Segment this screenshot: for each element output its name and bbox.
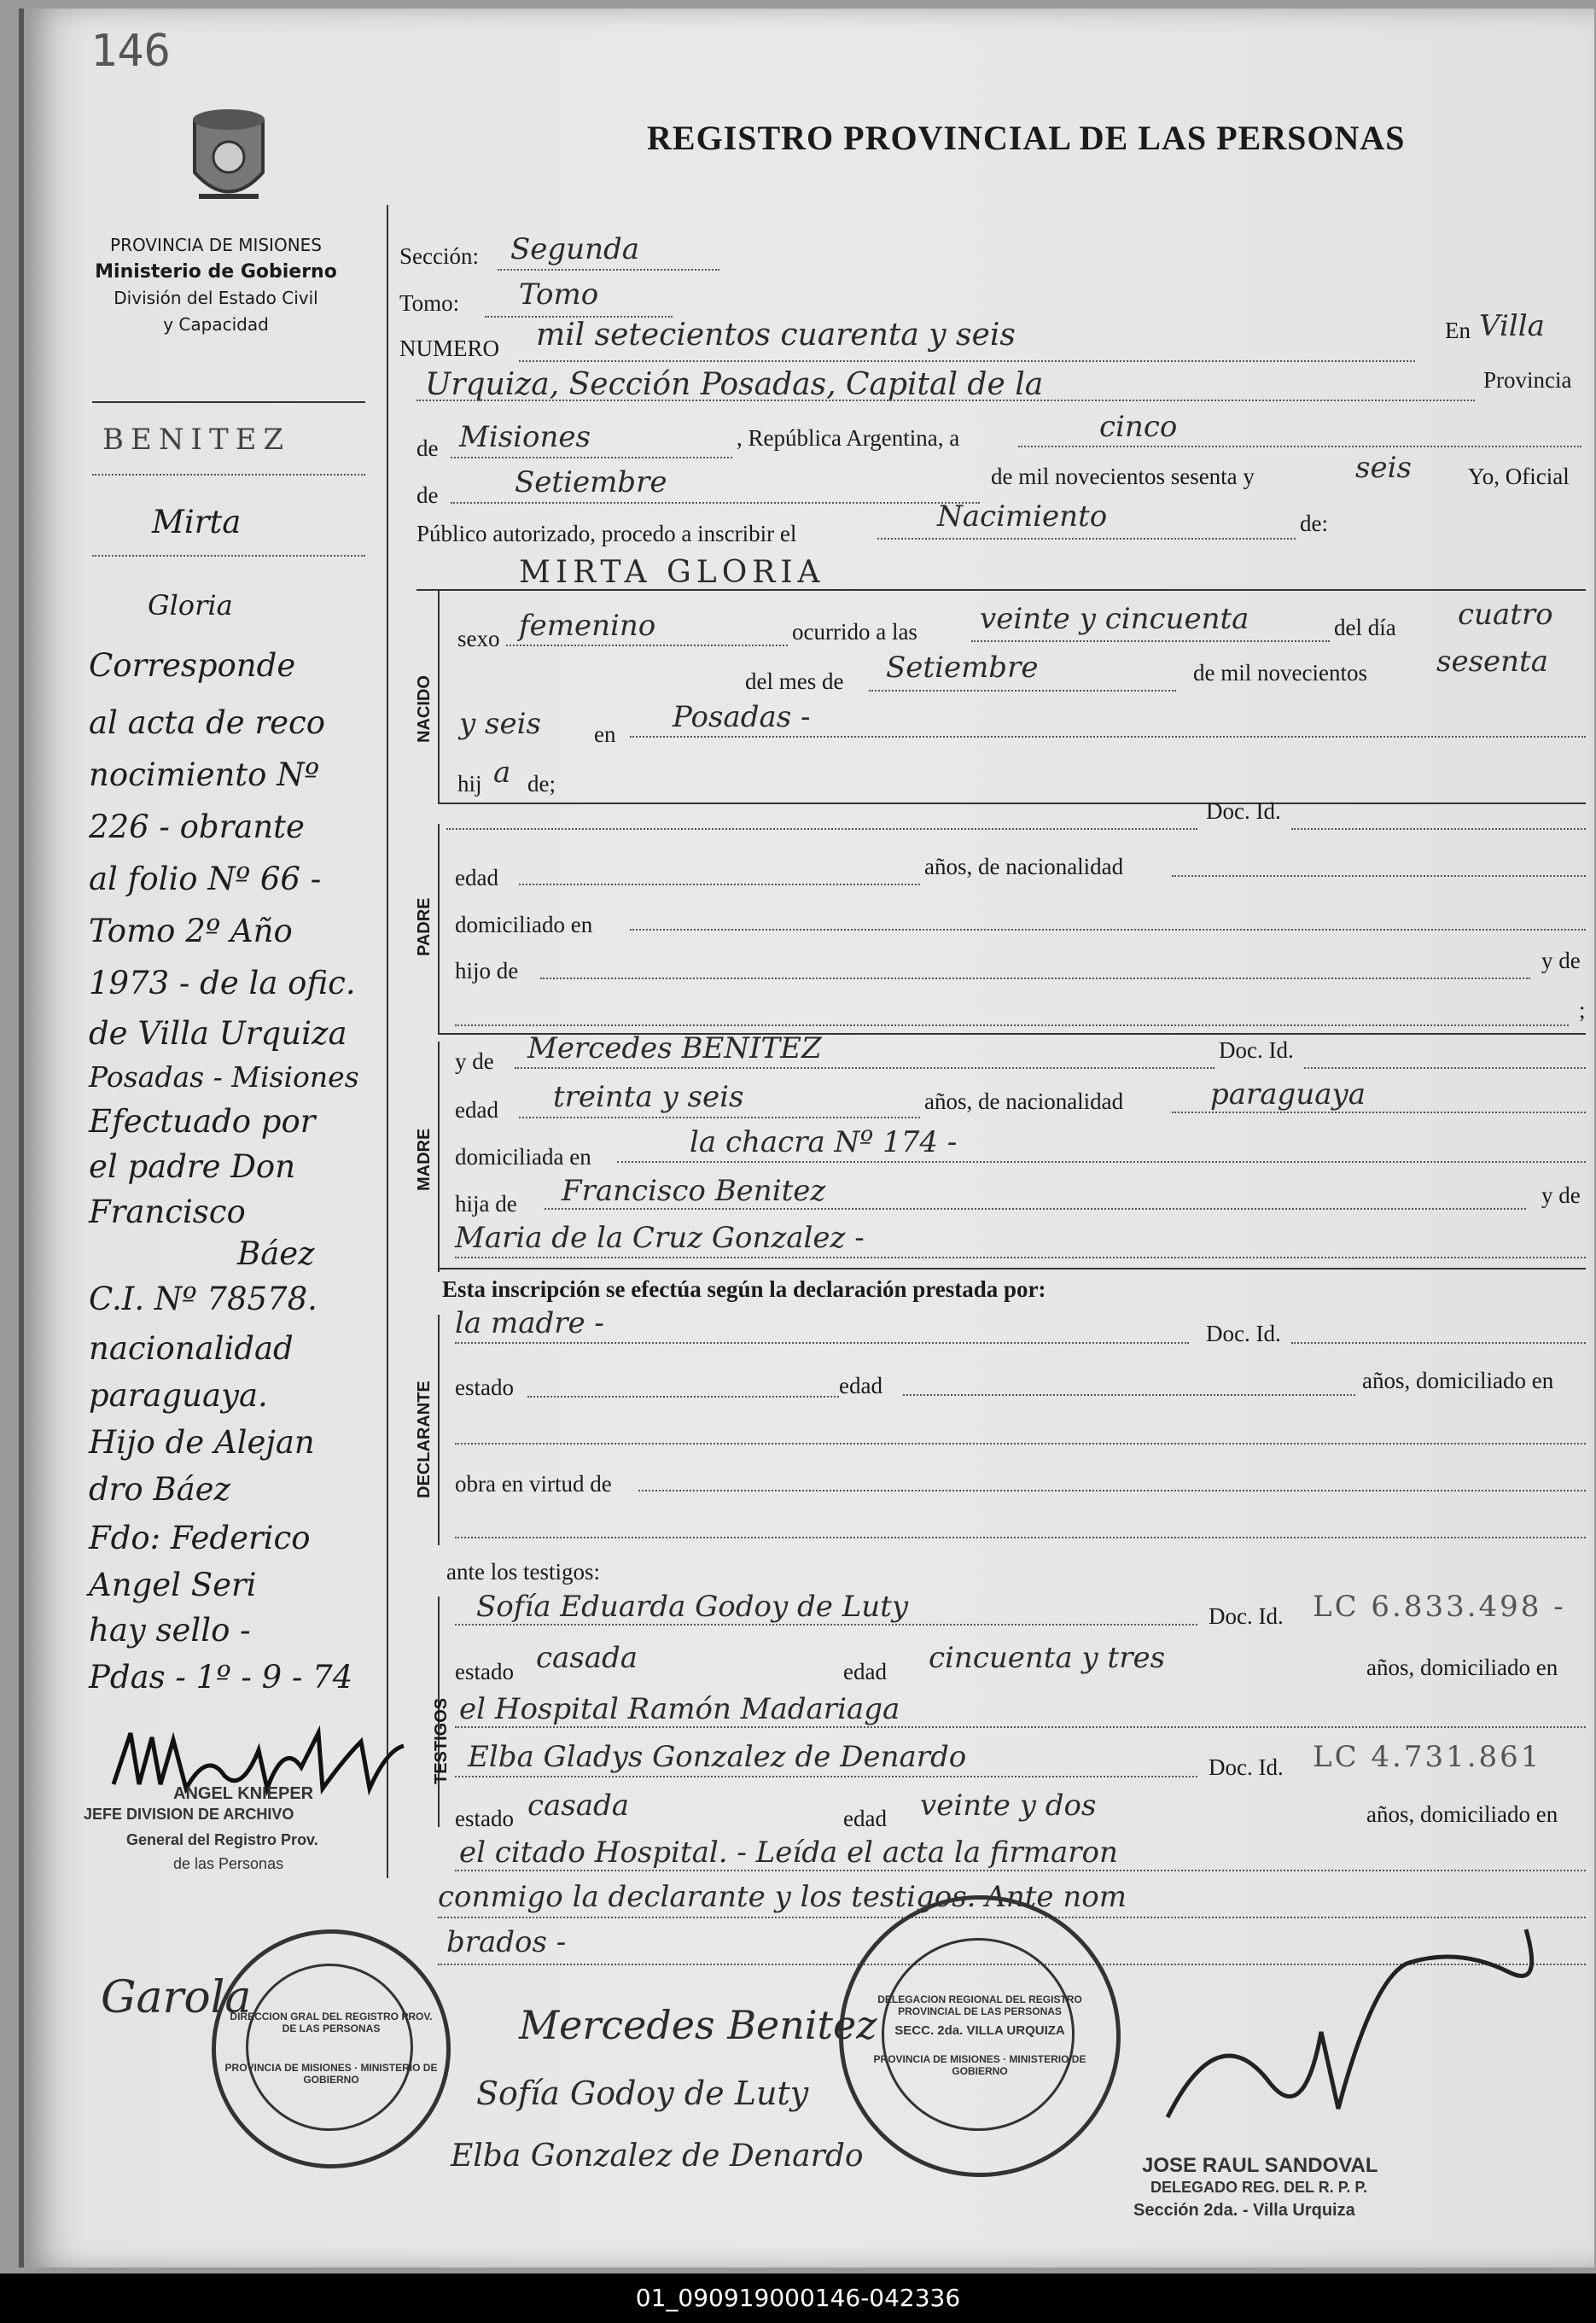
fill-line <box>455 1624 1197 1626</box>
fill-line <box>519 360 1415 362</box>
del-mes-label: del mes de <box>745 668 844 694</box>
numero-label: NUMERO <box>399 336 500 361</box>
padre-domicilio-label: domiciliado en <box>455 912 593 937</box>
acto-value: Nacimiento <box>937 499 1108 534</box>
anio2-nacimiento-value: y seis <box>459 707 541 741</box>
en-value: Villa <box>1479 309 1545 343</box>
fill-line <box>455 1726 1586 1728</box>
madre-edad-label: edad <box>455 1097 498 1123</box>
margin-note-line: Efectuado por <box>89 1103 316 1140</box>
left-seal-text-top: DIRECCION GRAL DEL REGISTRO PROV. DE LAS PERSONAS <box>230 2011 433 2034</box>
margin-note-line: Corresponde <box>89 647 296 684</box>
tomo-value: Tomo <box>519 277 599 312</box>
madre-nacionalidad-value: paraguaya <box>1210 1077 1366 1112</box>
dia-value: cinco <box>1099 410 1178 444</box>
closing-line-1: conmigo la declarante y los testigos. Ante nom <box>438 1880 1127 1914</box>
archive-stamp-line-1: ANGEL KNIEPER <box>173 1784 314 1803</box>
signature-declarante: Mercedes Benitez <box>519 2002 877 2048</box>
official-name: JOSE RAUL SANDOVAL <box>1142 2154 1378 2177</box>
fill-line <box>455 1342 1189 1344</box>
declarante-intro: Esta inscripción se efectúa según la declaración prestada por: <box>442 1276 1046 1302</box>
fill-line <box>498 269 719 271</box>
left-seal-text-bottom: PROVINCIA DE MISIONES · MINISTERIO DE GOBIERNO <box>224 2062 438 2086</box>
fill-line <box>1172 875 1586 877</box>
anio-nacimiento-value: sesenta <box>1436 645 1548 679</box>
testigo2-doc-value: LC 4.731.861 <box>1313 1740 1542 1774</box>
oficial-label: Yo, Oficial <box>1468 464 1570 489</box>
republica-label: , República Argentina, a <box>737 425 960 451</box>
ministry-line-1: PROVINCIA DE MISIONES <box>110 235 322 255</box>
fill-line <box>519 1117 920 1118</box>
declarante-estado-label: estado <box>455 1375 514 1400</box>
fill-line <box>1172 1112 1586 1113</box>
mil-label: de mil novecientos sesenta y <box>991 464 1255 489</box>
fill-line <box>527 1396 839 1398</box>
testigo2-estado-value: casada <box>527 1789 630 1823</box>
margin-note-line: 1973 - de la ofic. <box>89 965 356 1001</box>
right-seal-text-mid: SECC. 2da. VILLA URQUIZA <box>894 2023 1065 2038</box>
testigo2-doc-label: Doc. Id. <box>1209 1754 1284 1780</box>
nombre-value: MIRTA GLORIA <box>519 555 825 590</box>
padre-section-label: PADRE <box>415 897 434 956</box>
margin-divider <box>387 205 388 1878</box>
section-divider <box>438 824 440 1033</box>
fill-line <box>455 1537 1586 1538</box>
margin-note-line: dro Báez <box>89 1471 231 1508</box>
official-role: DELEGADO REG. DEL R. P. P. <box>1150 2179 1368 2196</box>
margin-note-line: nocimiento Nº <box>89 756 319 793</box>
margin-note-line: Angel Seri <box>89 1567 257 1603</box>
del-dia-label: del día <box>1334 615 1396 640</box>
fill-line <box>455 1870 1586 1871</box>
fill-line <box>455 1024 1569 1026</box>
fill-line <box>630 736 1586 738</box>
testigo1-domicilio-value: el Hospital Ramón Madariaga <box>459 1692 900 1726</box>
mes-value: Setiembre <box>515 465 667 499</box>
provincia-label: Provincia <box>1483 367 1572 393</box>
margin-note-line: el padre Don <box>89 1148 296 1185</box>
de-label: de <box>416 435 439 461</box>
testigo1-edad-label: edad <box>843 1659 887 1684</box>
lugar-nacimiento-value: Posadas - <box>673 700 811 734</box>
archive-stamp-line-2: JEFE DIVISION DE ARCHIVO <box>84 1806 294 1823</box>
margin-note-line: Báez <box>237 1235 315 1272</box>
margin-note-line: al folio Nº 66 - <box>89 861 322 897</box>
declarante-domicilio-label: años, domiciliado en <box>1362 1368 1554 1393</box>
margin-note-line: hay sello - <box>89 1612 251 1649</box>
mes-nacimiento-value: Setiembre <box>886 651 1039 685</box>
testigo2-estado-label: estado <box>455 1806 514 1831</box>
rule <box>438 803 1586 804</box>
fill-line <box>545 1208 1526 1210</box>
testigo1-name: Sofía Eduarda Godoy de Luty <box>476 1590 909 1624</box>
testigo2-name: Elba Gladys Gonzalez de Denardo <box>468 1740 967 1774</box>
margin-note-line: 226 - obrante <box>89 808 305 845</box>
image-caption: 01_090919000146-042336 <box>0 2273 1596 2323</box>
margin-note-line: Francisco <box>89 1194 246 1230</box>
fill-line <box>455 1257 1586 1258</box>
fill-line <box>455 1776 1197 1777</box>
seccion-label: Sección: <box>399 243 479 269</box>
margin-note-line: de Villa Urquiza <box>89 1015 347 1052</box>
rule <box>438 1268 1586 1269</box>
signature-testigo-1: Sofía Godoy de Luty <box>476 2075 809 2112</box>
left-official-seal <box>212 1929 451 2168</box>
margin-note-line: Pdas - 1º - 9 - 74 <box>89 1659 353 1696</box>
padre-nacionalidad-label: años, de nacionalidad <box>924 854 1124 879</box>
fill-line <box>971 640 1330 642</box>
margin-surname: BENITEZ <box>102 423 291 457</box>
padre-hijo-label: hijo de <box>455 958 519 983</box>
declarante-section-label: DECLARANTE <box>415 1380 434 1498</box>
fill-line <box>1304 1067 1586 1069</box>
declarante-doc-label: Doc. Id. <box>1206 1321 1281 1346</box>
right-seal-text-top: DELEGACION REGIONAL DEL REGISTRO PROVINCIAL DE LAS PERSONAS <box>877 1993 1082 2017</box>
margin-note-line: Fdo: Federico <box>89 1520 311 1556</box>
sexo-value: femenino <box>519 609 656 643</box>
provincial-crest-icon <box>178 104 280 215</box>
left-seal-inner-ring <box>246 1964 413 2131</box>
en-nacimiento-label: en <box>594 721 616 747</box>
testigo1-edad-value: cincuenta y tres <box>929 1641 1166 1675</box>
padre-edad-label: edad <box>455 865 498 890</box>
fill-line <box>617 1161 1586 1163</box>
madre-madre-value: Maria de la Cruz Gonzalez - <box>455 1221 865 1255</box>
signature-left: Garola <box>101 1972 252 2023</box>
hora-value: veinte y cincuenta <box>980 602 1249 636</box>
official-section: Sección 2da. - Villa Urquiza <box>1133 2201 1355 2220</box>
section-divider <box>438 589 440 803</box>
margin-line <box>92 555 365 557</box>
margin-note-line: nacionalidad <box>89 1330 294 1367</box>
declarante-value: la madre - <box>455 1306 604 1340</box>
fill-line <box>455 1443 1586 1445</box>
testigo1-estado-value: casada <box>536 1641 638 1675</box>
ocurrido-label: ocurrido a las <box>792 619 917 645</box>
margin-line <box>92 401 365 403</box>
madre-yde-label: y de <box>455 1048 494 1074</box>
ministry-line-3: División del Estado Civil <box>114 288 318 308</box>
testigo1-domicilio-label: años, domiciliado en <box>1366 1655 1558 1680</box>
madre-yde2-label: y de <box>1541 1182 1581 1208</box>
official-signature <box>1150 1912 1560 2143</box>
anio-value: seis <box>1355 451 1412 485</box>
madre-domicilio-label: domiciliada en <box>455 1144 591 1170</box>
fill-line <box>877 538 1296 540</box>
margin-note-line: al acta de reco <box>89 704 326 741</box>
fill-line <box>451 502 980 504</box>
fill-line <box>1291 1342 1586 1344</box>
fill-line <box>1018 446 1581 447</box>
fill-line <box>416 400 1475 401</box>
margin-note-line: C.I. Nº 78578. <box>89 1281 317 1317</box>
testigo2-edad-label: edad <box>843 1806 887 1831</box>
madre-nacionalidad-label: años, de nacionalidad <box>924 1089 1124 1114</box>
dia-nacimiento-value: cuatro <box>1458 598 1553 632</box>
fill-line <box>515 1067 1214 1069</box>
hijo-label: hij <box>457 771 482 797</box>
margin-name-1: Mirta <box>152 504 242 540</box>
madre-padre-value: Francisco Benitez <box>562 1174 826 1208</box>
fill-line <box>638 1490 1586 1491</box>
padre-yde-label: y de <box>1541 948 1581 973</box>
madre-nombre-value: Mercedes BENITEZ <box>527 1031 822 1065</box>
fill-line <box>903 1394 1355 1396</box>
padre-semicolon: ; <box>1579 997 1586 1023</box>
hijo-value: a <box>493 756 511 790</box>
document-title: REGISTRO PROVINCIAL DE LAS PERSONAS <box>647 119 1406 157</box>
document-page <box>19 9 1594 2268</box>
seccion-value: Segunda <box>510 232 640 266</box>
publico-label: Público autorizado, procedo a inscribir el <box>416 521 797 546</box>
mil-nacimiento-label: de mil novecientos <box>1193 660 1367 686</box>
testigo1-doc-label: Doc. Id. <box>1209 1603 1284 1629</box>
testigo1-doc-value: LC 6.833.498 - <box>1313 1590 1566 1624</box>
fill-line <box>519 884 920 885</box>
fill-line <box>540 978 1530 979</box>
testigos-section-label: TESTIGOS <box>432 1697 451 1784</box>
place-value: Urquiza, Sección Posadas, Capital de la <box>425 367 1044 402</box>
margin-note-line: Posadas - Misiones <box>89 1060 359 1094</box>
signature-testigo-2: Elba Gonzalez de Denardo <box>451 2139 864 2174</box>
fill-line <box>1291 828 1586 830</box>
ministry-header <box>75 232 357 338</box>
declarante-obra-label: obra en virtud de <box>455 1471 612 1497</box>
margin-note-line: Hijo de Alejan <box>89 1424 315 1461</box>
section-divider <box>438 1042 440 1272</box>
margin-note-line: paraguaya. <box>89 1377 268 1414</box>
madre-domicilio-value: la chacra Nº 174 - <box>690 1125 958 1159</box>
fill-line <box>630 929 1586 931</box>
sexo-label: sexo <box>457 626 500 651</box>
testigo2-domicilio-label: años, domiciliado en <box>1366 1801 1558 1827</box>
testigos-intro: ante los testigos: <box>446 1559 600 1585</box>
archive-stamp-line-3: General del Registro Prov. <box>126 1831 318 1848</box>
provincia-value: Misiones <box>459 420 591 454</box>
rule <box>416 589 1586 591</box>
margin-name-2: Gloria <box>148 589 233 622</box>
madre-doc-label: Doc. Id. <box>1219 1037 1294 1063</box>
margin-note-line: Tomo 2º Año <box>89 913 293 949</box>
closing-line-2: brados - <box>446 1925 567 1959</box>
tomo-label: Tomo: <box>399 290 460 316</box>
right-official-seal <box>839 1895 1121 2177</box>
madre-section-label: MADRE <box>415 1128 434 1191</box>
testigo1-estado-label: estado <box>455 1659 514 1684</box>
right-seal-text-bottom: PROVINCIA DE MISIONES · MINISTERIO DE GOBIERNO <box>873 2053 1086 2077</box>
hijo-de-label: de; <box>527 771 556 797</box>
en-label: En <box>1445 318 1471 343</box>
archive-stamp-line-4: de las Personas <box>173 1855 284 1872</box>
nacido-section-label: NACIDO <box>415 675 434 743</box>
section-divider <box>438 1315 440 1545</box>
testigo2-domicilio-value: el citado Hospital. - Leída el acta la firmaron <box>459 1836 1118 1870</box>
declarante-edad-label: edad <box>839 1373 882 1398</box>
de2-label: de <box>416 482 439 508</box>
ministry-line-2: Ministerio de Gobierno <box>95 261 337 283</box>
de3-label: de: <box>1300 511 1328 536</box>
padre-doc-label: Doc. Id. <box>1206 798 1281 824</box>
page-number: 146 <box>90 26 171 77</box>
fill-line <box>451 457 732 458</box>
ministry-line-4: y Capacidad <box>163 314 269 335</box>
madre-edad-value: treinta y seis <box>553 1080 744 1114</box>
fill-line <box>446 828 1197 830</box>
fill-line <box>506 645 788 646</box>
fill-line <box>869 690 1176 692</box>
margin-line <box>92 474 365 476</box>
testigo2-edad-value: veinte y dos <box>920 1789 1097 1823</box>
madre-hija-label: hija de <box>455 1191 517 1217</box>
numero-value: mil setecientos cuarenta y seis <box>536 318 1016 353</box>
